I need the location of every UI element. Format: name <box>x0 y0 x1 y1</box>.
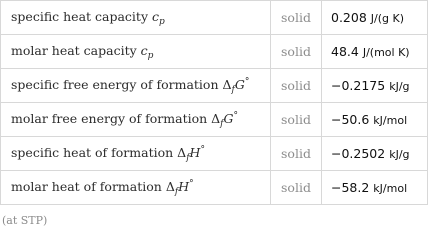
footnote: (at STP) <box>2 214 48 227</box>
value-cell <box>322 171 428 205</box>
property-symbol: G <box>223 110 234 126</box>
property-symbol: c <box>152 8 160 24</box>
delta-symbol: Δ <box>211 110 221 126</box>
property-symbol: H <box>189 144 201 160</box>
value-number: 0.208 <box>331 10 367 25</box>
property-symbol-subscript: p <box>147 50 154 61</box>
value-number: −58.2 <box>331 180 370 195</box>
value-cell <box>322 35 428 69</box>
property-symbol-superscript: ° <box>244 76 250 87</box>
property-label: specific heat of formation <box>11 144 178 160</box>
property-symbol-subscript: p <box>159 16 165 27</box>
property-label: specific free energy of formation <box>11 76 223 92</box>
value-unit: J/(g K) <box>370 12 405 25</box>
value-cell <box>322 1 428 35</box>
value-unit: kJ/mol <box>373 114 408 127</box>
property-symbol: H <box>178 178 190 194</box>
value-number: −0.2502 <box>331 146 386 161</box>
value-cell <box>322 69 428 103</box>
property-label: molar free energy of formation <box>11 110 212 126</box>
property-cell <box>1 1 271 35</box>
table-row <box>1 1 428 35</box>
property-cell <box>1 103 271 137</box>
state-cell: solid <box>271 137 322 171</box>
value-number: −50.6 <box>331 112 370 127</box>
state-cell: solid <box>271 1 322 35</box>
property-cell <box>1 137 271 171</box>
property-label: specific heat capacity <box>11 8 152 24</box>
delta-symbol: Δ <box>177 144 187 160</box>
property-symbol-superscript: ° <box>233 110 239 121</box>
state-cell: solid <box>271 103 322 137</box>
table-row <box>1 69 428 103</box>
table-row <box>1 35 428 69</box>
delta-symbol: Δ <box>222 76 232 92</box>
value-number: 48.4 <box>331 44 359 59</box>
value-unit: kJ/g <box>389 80 410 93</box>
value-unit: J/(mol K) <box>362 46 410 59</box>
property-cell <box>1 69 271 103</box>
value-unit: kJ/g <box>389 148 410 161</box>
state-cell: solid <box>271 69 322 103</box>
property-label: molar heat capacity <box>11 42 141 58</box>
state-cell: solid <box>271 171 322 205</box>
delta-symbol: Δ <box>165 178 175 194</box>
property-symbol: c <box>140 42 148 58</box>
property-symbol-subscript: f <box>231 84 235 95</box>
table-row <box>1 103 428 137</box>
state-cell: solid <box>271 35 322 69</box>
value-cell <box>322 137 428 171</box>
value-number: −0.2175 <box>331 78 386 93</box>
value-cell <box>322 103 428 137</box>
property-cell <box>1 35 271 69</box>
property-symbol-subscript: f <box>186 152 190 163</box>
property-symbol-subscript: f <box>220 118 224 129</box>
property-symbol-superscript: ° <box>189 178 194 189</box>
property-symbol-subscript: f <box>174 186 179 197</box>
table-row <box>1 137 428 171</box>
property-symbol-superscript: ° <box>200 144 205 155</box>
table-row <box>1 171 428 205</box>
value-unit: kJ/mol <box>373 182 408 195</box>
property-cell <box>1 171 271 205</box>
property-label: molar heat of formation <box>11 178 166 194</box>
property-symbol: G <box>234 76 245 92</box>
